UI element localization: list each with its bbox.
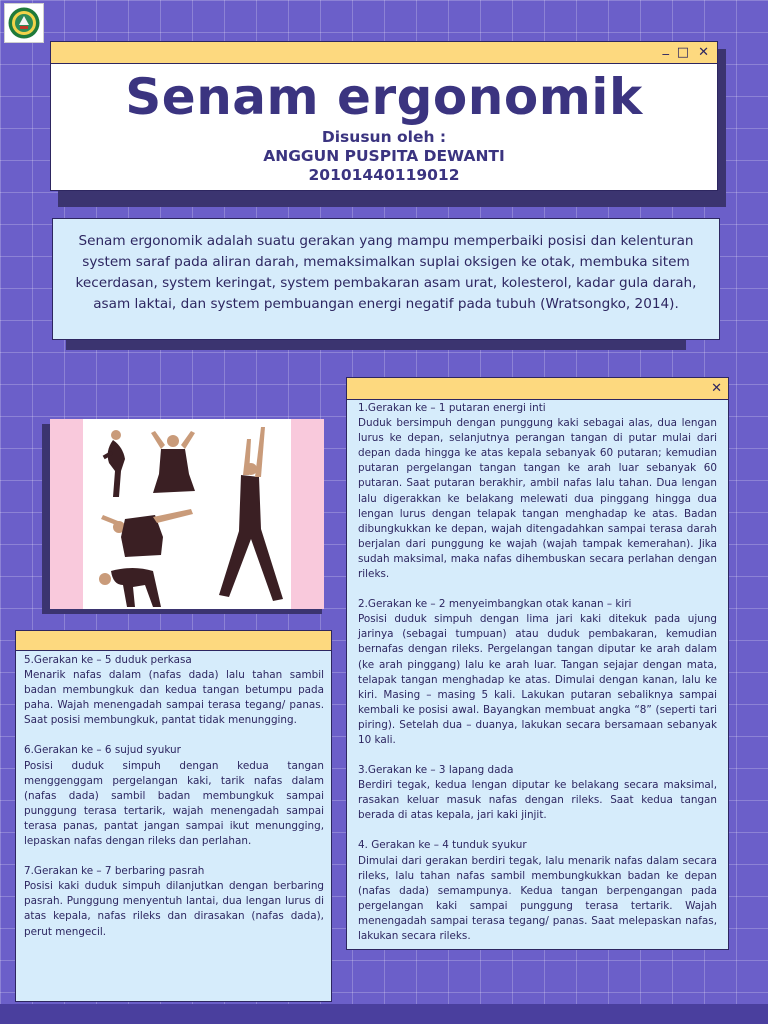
- exercise-title: 4. Gerakan ke – 4 tunduk syukur: [358, 839, 527, 852]
- exercise-section: [358, 838, 717, 944]
- close-icon[interactable]: ✕: [698, 45, 709, 60]
- author-name: ANGGUN PUSPITA DEWANTI: [263, 147, 505, 165]
- exercise-description: Duduk bersimpuh dengan punggung kaki sebagai alas, dua lengan lurus ke depan, selanjutnya perangan tangan di putar mulai dari depan dada hingga ke atas kepala sebanyak 60 putaran; kemudian putaran pergelangan tangan tangan ke arah luar sebanyak 60 putaran. Saat putaran berakhir, ambil nafas lalu tahan. Dua lengan lalu digerakkan ke belakang melewati dua pinggang hingga dua lengan lurus dengan telapak tangan menghadap ke atas. Badan dibungkukkan ke depan, wajah ditengadahkan sampai terasa darah berjalan dari punggung ke wajah (wajah tampak kemerahan). Jika sudah maksimal, maka nafas dihembuskan secara perlahan dengan rileks.: [358, 417, 717, 581]
- left-text-window: [15, 630, 332, 1002]
- exercise-section: [358, 597, 717, 748]
- exercise-title: 3.Gerakan ke – 3 lapang dada: [358, 764, 514, 777]
- exercise-section: [358, 401, 717, 582]
- intro-paragraph: Senam ergonomik adalah suatu gerakan yang mampu memperbaiki posisi dan kelenturan system saraf pada aliran darah, memaksimalkan suplai oksigen ke otak, membuka sitem kecerdasan, system keringat, system pembakaran asam urat, kolesterol, kadar gula darah, asam laktai, dan system pembuangan energi negatif pada tubuh (Wratsongko, 2014).: [52, 218, 720, 340]
- exercise-title: 5.Gerakan ke – 5 duduk perkasa: [24, 654, 192, 666]
- left-window-titlebar: [16, 631, 331, 651]
- exercise-poses-illustration: [83, 419, 291, 609]
- exercise-description: Posisi duduk simpuh dengan lima jari kaki ditekuk pada ujung jarinya (sebagai tumpuan) atau duduk pembakaran, kemudian bernafas dengan rileks. Pergelangan tangan diputar ke arah dalam (ke arah pinggang) lalu ke arah luar. Tangan sejajar dengan mata, telapak tangan menghadap ke atas. Dimulai dengan kanan, lalu ke kiri. Masing – masing 5 kali. Lakukan putaran sebaliknya sampai kembali ke posisi awal. Bayangkan membuat angka “8” (seperti tari piring). Setelah dua – duanya, lakukan secara bersamaan sebanyak 10 kali.: [358, 613, 717, 746]
- title-window-titlebar: [51, 42, 717, 64]
- minimize-icon[interactable]: _: [662, 41, 669, 56]
- exercise-section: [358, 763, 717, 823]
- right-text-window: [346, 377, 729, 950]
- exercise-title: 2.Gerakan ke – 2 menyeimbangkan otak kanan – kiri: [358, 598, 632, 611]
- exercise-description: Posisi kaki duduk simpuh dilanjutkan dengan berbaring pasrah. Punggung menyentuh lantai, dua lengan lurus di atas kepala, nafas rileks dan dirasakan (nafas dada), perut mengecil.: [24, 880, 324, 938]
- university-logo-icon: [7, 6, 41, 40]
- right-sections: [358, 401, 717, 959]
- exercise-description: Posisi duduk simpuh dengan kedua tangan menggenggam pergelangan kaki, tarik nafas dalam (nafas dada) sambil badan membungkuk sampai punggung terasa tertarik, wajah menengadah sampai terasa panas, pantat jangan sampai ikut menungging, lepaskan nafas dengan rileks dan perlahan.: [24, 759, 324, 848]
- exercise-title: 6.Gerakan ke – 6 sujud syukur: [24, 744, 181, 757]
- university-logo: [4, 3, 44, 43]
- exercise-description: Menarik nafas dalam (nafas dada) lalu tahan sambil badan membungkuk dan kedua tangan betumpu pada paha. Wajah menengadah sampai terasa tegang/ panas. Saat posisi membungkuk, pantat tidak menungging.: [24, 669, 324, 727]
- exercise-description: Dimulai dari gerakan berdiri tegak, lalu menarik nafas dalam secara rileks, lalu tahan nafas sambil membungkukkan badan ke depan (nafas dada) semampunya. Kedua tangan berpengangan pada pergelangan kaki sampai punggung terasa tertarik. Wajah menengadah sampai terasa tegang/ panas. Saat melepaskan nafas, lakukan secara rileks.: [358, 854, 717, 942]
- exercise-description: Berdiri tegak, kedua lengan diputar ke belakang secara maksimal, rasakan keluar masuk nafas dengan rileks. Saat kedua tangan berada di atas kepala, jari kaki jinjit.: [358, 779, 717, 822]
- exercise-section: [24, 743, 324, 849]
- exercise-title: 1.Gerakan ke – 1 putaran energi inti: [358, 402, 546, 414]
- author-by-label: Disusun oleh :: [321, 128, 447, 146]
- bottom-bar: [0, 1004, 768, 1024]
- exercise-title: 7.Gerakan ke – 7 berbaring pasrah: [24, 865, 205, 878]
- exercise-section: [24, 653, 324, 728]
- close-icon[interactable]: ✕: [711, 381, 722, 396]
- maximize-icon[interactable]: □: [676, 45, 689, 60]
- page-title: Senam ergonomik: [125, 68, 643, 126]
- right-window-titlebar: [347, 378, 728, 400]
- exercise-photo: [83, 419, 291, 609]
- exercise-section: [24, 864, 324, 939]
- left-sections: [24, 653, 324, 955]
- author-id-number: 20101440119012: [308, 166, 460, 184]
- title-window: [50, 41, 718, 191]
